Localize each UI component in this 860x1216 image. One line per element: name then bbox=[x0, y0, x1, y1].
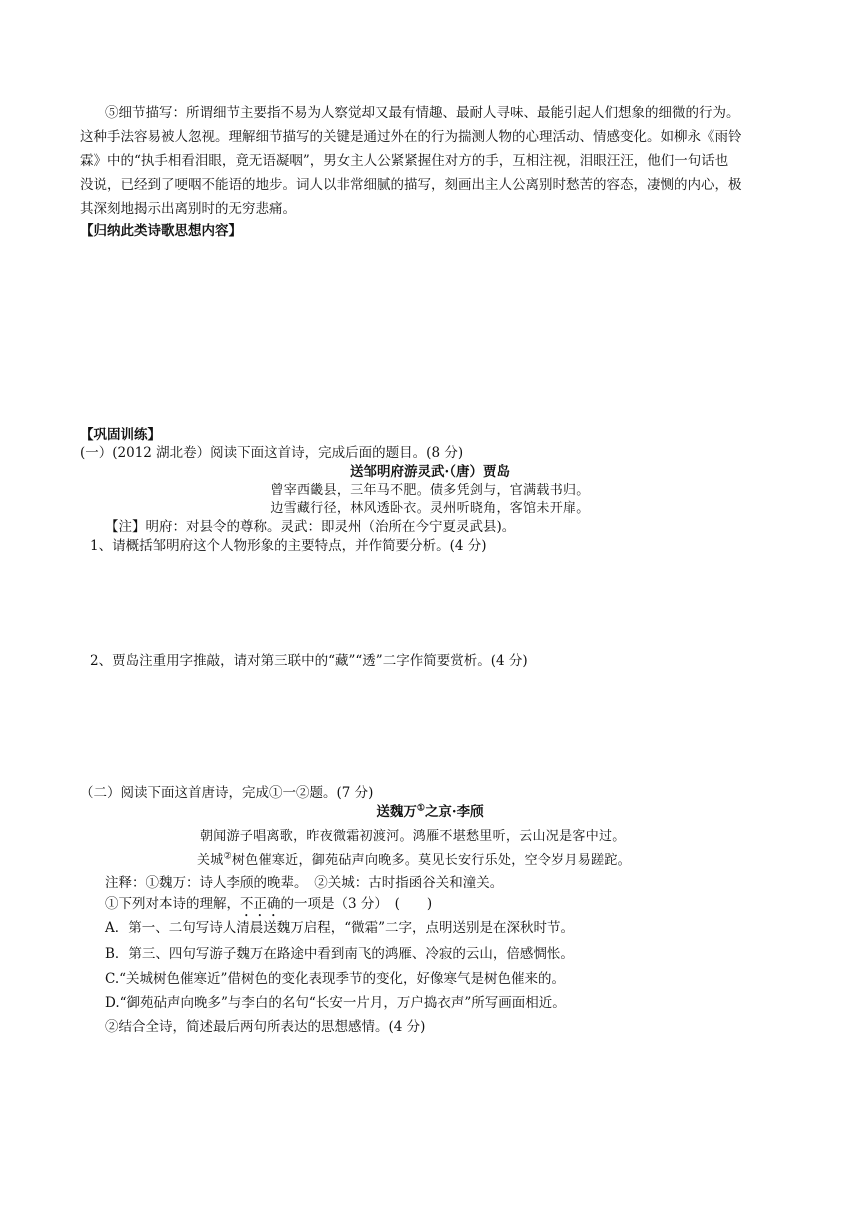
part2-poem-line2-a: 关城 bbox=[197, 853, 224, 868]
summary-heading: 【归纳此类诗歌思想内容】 bbox=[80, 223, 242, 239]
part2-question-1 bbox=[105, 895, 432, 920]
option-a: A．第一、二句写诗人清晨送魏万启程，“微霜”二字，点明送别是在深秋时节。 bbox=[105, 920, 575, 936]
part2-q1-b: 的一项是（3 分） ( ) bbox=[280, 896, 433, 912]
practice-heading: 【巩固训练】 bbox=[80, 427, 161, 443]
detail-paragraph-line: 这种手法容易被人忽视。理解细节描写的关键是通过外在的行为揣测人物的心理活动、情感变化。如柳永《雨铃 bbox=[80, 129, 742, 145]
part1-poem-title: 送邹明府游灵武·（唐）贾岛 bbox=[350, 464, 510, 480]
footnote-marker: ① bbox=[416, 803, 425, 814]
part1-question-2: 2、贾岛注重用字推敲，请对第三联中的“藏”“透”二字作简要赏析。(4 分) bbox=[90, 653, 528, 669]
part1-question-1: 1、请概括邹明府这个人物形象的主要特点，并作简要分析。(4 分) bbox=[90, 538, 487, 554]
part2-poem-title-a: 送魏万 bbox=[376, 804, 417, 820]
part1-poem-line: 边雪藏行径，林风透卧衣。灵州听晓角，客馆未开扉。 bbox=[270, 501, 590, 516]
emphasis-text: 不正确 bbox=[240, 896, 281, 912]
option-b: B．第三、四句写游子魏万在路途中看到南飞的鸿雁、冷寂的云山，倍感惆怅。 bbox=[105, 946, 574, 962]
detail-paragraph-line: 没说，已经到了哽咽不能语的地步。词人以非常细腻的描写，刻画出主人公离别时愁苦的容态，凄恻的内心，极 bbox=[80, 177, 742, 193]
part2-q1-a: ①下列对本诗的理解， bbox=[105, 896, 240, 912]
part2-question-2: ②结合全诗，简述最后两句所表达的思想感情。(4 分) bbox=[105, 1019, 426, 1035]
part2-poem-line: 朝闻游子唱离歌，昨夜微霜初渡河。鸿雁不堪愁里听，云山况是客中过。 bbox=[200, 829, 626, 844]
detail-paragraph-line: 其深刻地揭示出离别时的无穷悲痛。 bbox=[80, 201, 296, 217]
detail-paragraph-line: 霖》中的“执手相看泪眼，竟无语凝咽”，男女主人公紧紧握住对方的手，互相注视，泪眼汪汪，他们一句话也 bbox=[80, 153, 729, 169]
footnote-marker: ② bbox=[223, 851, 232, 862]
part2-note: 注释：①魏万：诗人李颀的晚辈。 ②关城：古时指函谷关和潼关。 bbox=[105, 875, 504, 891]
option-d: D.“御苑砧声向晚多”与李白的名句“长安一片月，万户捣衣声”所写画面相近。 bbox=[105, 995, 566, 1011]
part2-poem-title bbox=[0, 803, 860, 821]
part1-note: 【注】明府：对县令的尊称。灵武：即灵州（治所在今宁夏灵武县)。 bbox=[105, 519, 516, 535]
detail-paragraph-line: ⑤细节描写：所谓细节主要指不易为人察觉却又最有情趣、最耐人寻味、最能引起人们想象的细微的行为。 bbox=[105, 105, 740, 121]
part2-poem-title-b: 之京·李颀 bbox=[424, 804, 484, 820]
part2-intro: （二）阅读下面这首唐诗，完成①一②题。(7 分) bbox=[80, 785, 374, 801]
option-c: C.“关城树色催寒近”借树色的变化表现季节的变化，好像寒气是树色催来的。 bbox=[105, 971, 565, 987]
part1-poem-line: 曾宰西畿县，三年马不肥。债多凭剑与，官满载书归。 bbox=[270, 483, 590, 498]
part2-poem-line bbox=[197, 852, 631, 870]
part1-intro: (一）(2012 湖北卷）阅读下面这首诗，完成后面的题目。(8 分) bbox=[80, 445, 464, 461]
part2-poem-line2-b: 树色催寒近，御苑砧声向晚多。莫见长安行乐处，空令岁月易蹉跎。 bbox=[231, 853, 631, 868]
